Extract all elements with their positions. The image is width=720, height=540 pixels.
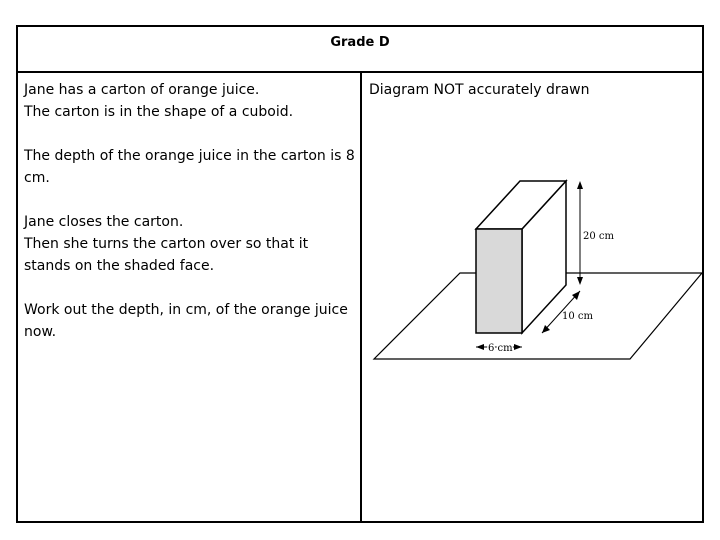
paragraph-task: Work out the depth, in cm, of the orange juice now. xyxy=(24,302,348,340)
diagram-caption: Diagram NOT accurately drawn xyxy=(369,82,590,98)
cuboid-diagram xyxy=(370,147,706,377)
paragraph-intro: Jane has a carton of orange juice. The carton is in the shape of a cuboid. xyxy=(24,82,294,120)
depth-label: 10 cm xyxy=(562,311,593,322)
column-divider xyxy=(360,73,362,523)
paragraph-turn: Jane closes the carton. Then she turns the carton over so that it stands on the shaded face. xyxy=(24,214,309,274)
paragraph-depth: The depth of the orange juice in the carton is 8 cm. xyxy=(24,148,355,186)
shaded-face xyxy=(476,229,522,333)
question-card xyxy=(16,25,704,523)
question-text xyxy=(24,79,356,365)
width-label: 6 cm xyxy=(488,343,513,354)
height-label: 20 cm xyxy=(583,231,614,242)
grade-title: Grade D xyxy=(18,27,702,73)
